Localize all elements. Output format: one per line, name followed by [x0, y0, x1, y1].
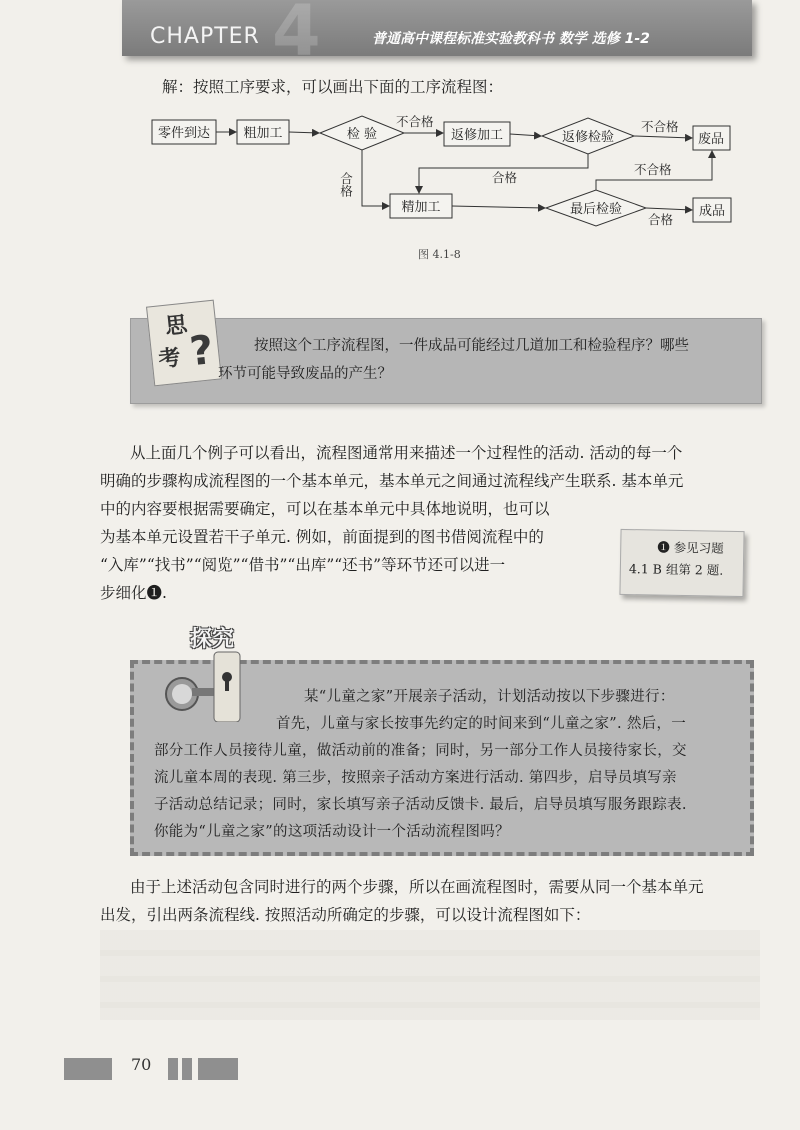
explore-line-3: 部分工作人员接待儿童，做活动前的准备；同时，另一部分工作人员接待家长，交 [154, 743, 687, 759]
bleed-through-area [100, 930, 760, 1020]
after-line-2: 出发，引出两条流程线. 按照活动所确定的步骤，可以设计流程图如下： [100, 906, 591, 924]
think-question-icon [146, 300, 222, 387]
explore-line-5: 子活动总结记录；同时，家长填写亲子活动反馈卡. 最后，启导员填写服务跟踪表. [154, 797, 687, 813]
figure-caption: 图 4.1-8 [418, 248, 461, 261]
edge-reinspect-scrap [634, 136, 692, 138]
edge-label-fail3: 不合格 [634, 162, 672, 177]
footer-bar-1 [168, 1058, 178, 1080]
body-line-4: 为基本单元设置若干子单元. 例如，前面提到的图书借阅流程中的 [100, 528, 544, 546]
explore-icon-label: 探究 [190, 626, 235, 652]
edge-label-fail2: 不合格 [641, 119, 679, 134]
chapter-number: 4 [272, 0, 321, 72]
edge-label-pass-vertical: 合格 [338, 172, 354, 197]
edge-rework-reinspect [510, 134, 541, 136]
footer-bar-left [64, 1058, 112, 1080]
footer-bar-3 [198, 1058, 238, 1080]
page-number: 70 [131, 1055, 152, 1074]
node-final-inspect-label: 最后检验 [569, 202, 623, 217]
edge-label-pass-rework: 合格 [492, 170, 518, 185]
chapter-label: CHAPTER [150, 24, 260, 49]
node-product-label: 成品 [698, 204, 726, 219]
node-scrap-label: 废品 [697, 132, 725, 147]
explore-line-4: 流儿童本周的表现. 第三步，按照亲子活动方案进行活动. 第四步，启导员填写亲 [154, 770, 677, 786]
body-line-5: “入库”“找书”“阅览”“借书”“出库”“还书”等环节还可以进一 [100, 556, 506, 574]
question-mark-icon: ? [187, 327, 216, 376]
think-icon-char2: 考 [157, 344, 182, 373]
book-title: 普通高中课程标准实验教科书 数学 选修 1-2 [372, 31, 650, 47]
edge-label-pass-final: 合格 [648, 212, 674, 227]
node-rough-label: 粗加工 [243, 126, 283, 141]
explore-line-6: 你能为“儿童之家”的这项活动设计一个活动流程图吗？ [154, 824, 510, 840]
after-line-1: 由于上述活动包含同时进行的两个步骤，所以在画流程图时，需要从同一个基本单元 [130, 878, 704, 896]
think-icon-char1: 思 [163, 311, 189, 340]
node-rework-inspect-label: 返修检验 [561, 130, 615, 145]
edge-finish-final [452, 206, 545, 208]
intro-text: 解：按照工序要求，可以画出下面的工序流程图： [162, 78, 504, 96]
footer-bar-2 [182, 1058, 192, 1080]
edge-label-fail1: 不合格 [396, 114, 434, 129]
explore-line-2: 首先，儿童与家长按事先约定的时间来到“儿童之家”. 然后，一 [276, 716, 687, 732]
node-finish-label: 精加工 [401, 200, 441, 215]
body-line-3: 中的内容要根据需要确定，可以在基本单元中具体地说明，也可以 [100, 500, 550, 518]
footnote-line-1: ❶ 参见习题 [657, 539, 724, 556]
node-inspect-label: 检 验 [346, 127, 378, 142]
edge-final-product [646, 208, 692, 210]
edge-rough-inspect [289, 132, 319, 133]
node-arrive-label: 零件到达 [157, 126, 211, 141]
edge-inspect-finish [362, 150, 389, 206]
body-line-6: 步细化❶. [100, 584, 167, 602]
think-line-1: 按照这个工序流程图，一件成品可能经过几道加工和检验程序？哪些 [254, 338, 689, 354]
node-rework-label: 返修加工 [450, 128, 504, 143]
explore-text [154, 684, 744, 846]
footnote-card [619, 529, 744, 597]
think-line-2: 环节可能导致废品的产生？ [218, 366, 392, 382]
process-flowchart [0, 0, 800, 260]
explore-line-1: 某“儿童之家”开展亲子活动，计划活动按以下步骤进行： [304, 689, 675, 705]
footnote-line-2: 4.1 B 组第 2 题. [628, 561, 724, 578]
body-line-2: 明确的步骤构成流程图的一个基本单元，基本单元之间通过流程线产生联系. 基本单元 [100, 472, 684, 490]
body-line-1: 从上面几个例子可以看出，流程图通常用来描述一个过程性的活动. 活动的每一个 [130, 444, 683, 462]
